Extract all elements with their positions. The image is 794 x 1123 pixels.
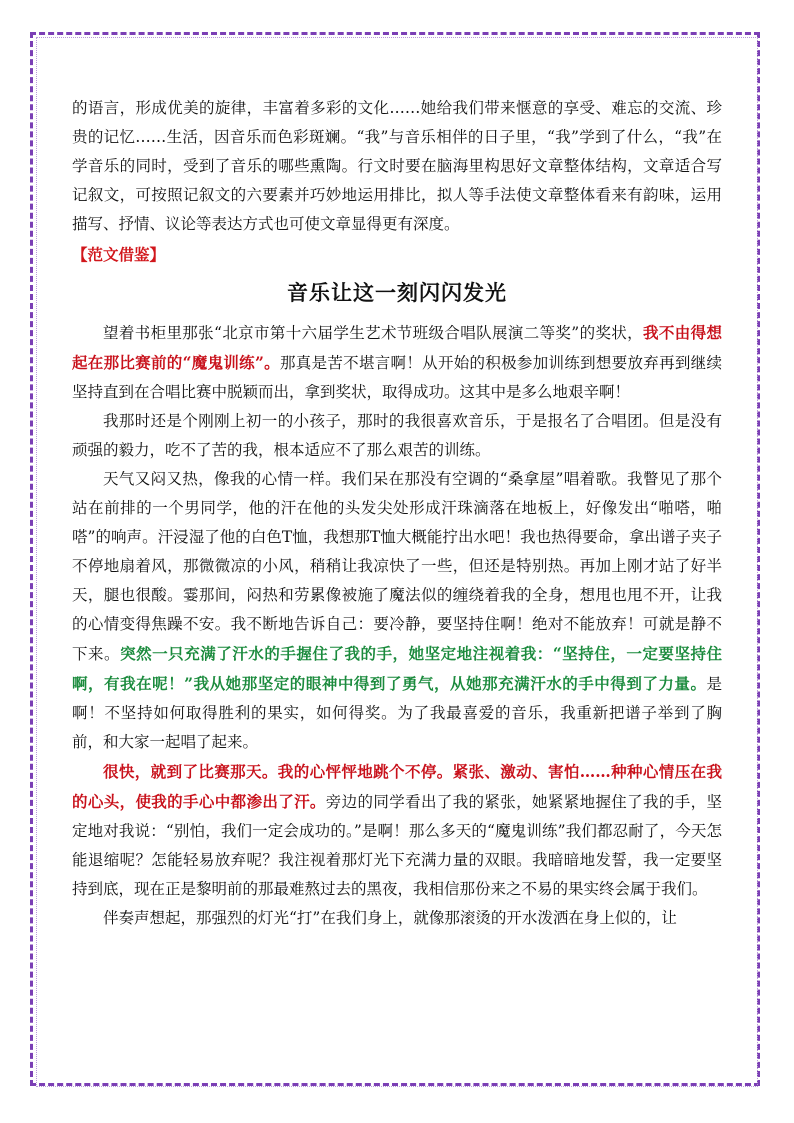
document-body	[72, 94, 722, 933]
paragraph-1-text-a: 望着书柜里那张“北京市第十六届学生艺术节班级合唱队展演二等奖”的奖状，	[103, 324, 644, 342]
paragraph-3-highlight: 突然一只充满了汗水的手握住了我的手，她坚定地注视着我：“坚持住，一定要坚持住啊，有我在呢！”我从她那坚定的眼神中得到了勇气，从她那充满汗水的手中得到了力量。	[72, 644, 722, 693]
paragraph-4	[72, 757, 722, 904]
paragraph-5: 伴奏声想起，那强烈的灯光“打”在我们身上，就像那滚烫的开水泼洒在身上似的，让	[103, 909, 677, 927]
paragraph-4-highlight: 很快，就到了比赛那天。我的心怦怦地跳个不停。紧张、激动、害怕……种种心情压在我的心头，使我的手心中都渗出了汗。	[72, 762, 722, 811]
paragraph-3-text-c: 是啊！不坚持如何取得胜利的果实，如何得奖。为了我最喜爱的音乐，我重新把谱子举到了胸前，和大家一起唱了起来。	[72, 675, 722, 751]
essay-title: 音乐让这一刻闪闪发光	[287, 281, 507, 305]
paragraph-4-text-b: 旁边的同学看出了我的紧张，她紧紧地握住了我的手，坚定地对我说：“别怕，我们一定会成功的。”是啊！那么多天的“魔鬼训练”我们都忍耐了，今天怎能退缩呢？怎能轻易放弃呢？我注视着那灯光下充满力量的双眼。我暗暗地发誓，我一定要坚持到底，现在正是黎明前的那最难熬过去的黑夜，我相信那份来之不易的果实终会属于我们。	[72, 793, 722, 898]
paragraph-2: 我那时还是个刚刚上初一的小孩子，那时的我很喜欢音乐，于是报名了合唱团。但是没有顽强的毅力，吃不了苦的我，根本适应不了那么艰苦的训练。	[72, 412, 722, 459]
paragraph-3-text-a: 天气又闷又热，像我的心情一样。我们呆在那没有空调的“桑拿屋”唱着歌。我瞥见了那个站在前排的一个男同学，他的汗在他的头发尖处形成汗珠滴落在地板上，好像发出“啪嗒，啪嗒”的响声。汗浸湿了他的白色T恤，我想那T恤大概能拧出水吧！我也热得要命，拿出谱子夹子不停地扇着风，那微微凉的小风，稍稍让我凉快了一些，但还是特别热。再加上刚才站了好半天，腿也很酸。霎那间，闷热和劳累像被施了魔法似的缠绕着我的全身，想甩也甩不开，让我的心情变得焦躁不安。我不断地告诉自己：要冷静，要坚持住啊！绝对不能放弃！可就是静不下来。	[72, 470, 722, 663]
paragraph-3	[72, 465, 722, 757]
paragraph-1	[72, 318, 722, 407]
intro-paragraph: 的语言，形成优美的旋律，丰富着多彩的文化……她给我们带来惬意的享受、难忘的交流、珍贵的记忆……生活，因音乐而色彩斑斓。“我”与音乐相伴的日子里，“我”学到了什么，“我”在学音乐的同时，受到了音乐的哪些熏陶。行文时要在脑海里构思好文章整体结构，文章适合写记叙文，可按照记叙文的六要素并巧妙地运用排比，拟人等手法使文章整体看来有韵味，运用描写、抒情、议论等表达方式也可使文章显得更有深度。	[72, 99, 722, 233]
paragraph-1-text-c: 那真是苦不堪言啊！从开始的积极参加训练到想要放弃再到继续坚持直到在合唱比赛中脱颖而出，拿到奖状，取得成功。这其中是多么地艰辛啊！	[72, 354, 722, 401]
paragraph-1-highlight: 我不由得想起在那比赛前的“魔鬼训练”。	[72, 323, 722, 372]
section-tag: 【范文借鉴】	[72, 245, 166, 264]
